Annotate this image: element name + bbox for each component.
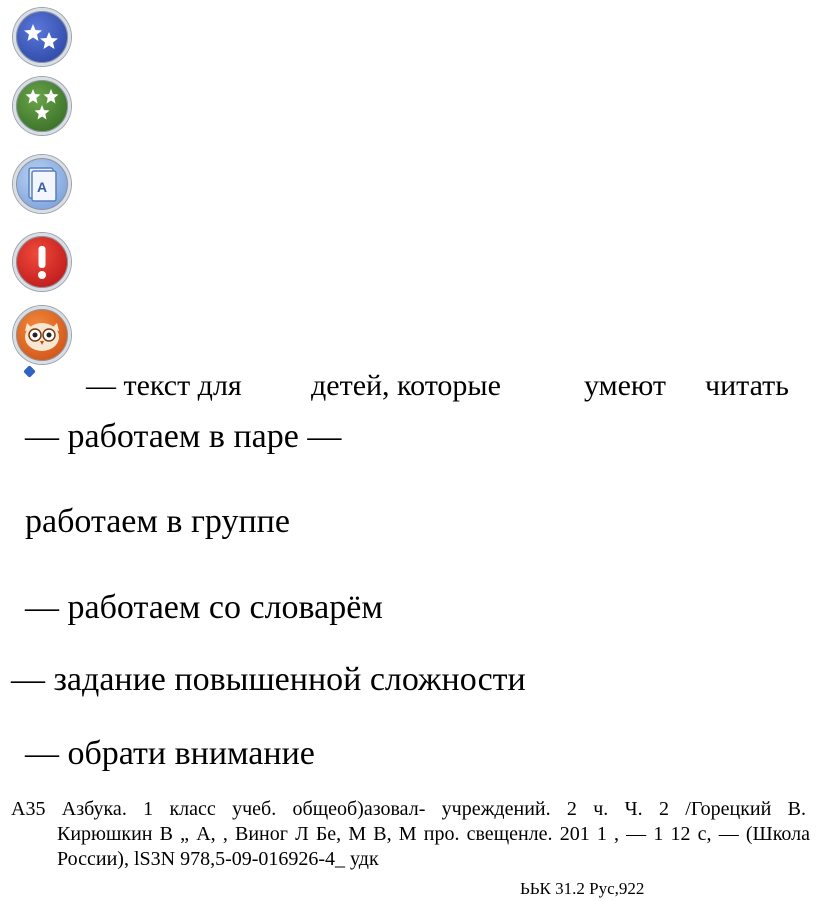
svg-text:A: A — [37, 179, 48, 195]
bullet-marker — [23, 365, 36, 378]
bbk-code: ЬЬК 31.2 Рус,922 — [520, 879, 645, 898]
legend-word-3: умеют — [584, 369, 667, 402]
owl-icon — [13, 306, 71, 364]
catalog-line-3: России), lS3N 978,5-09-016926-4_ удк — [57, 848, 379, 870]
catalog-line-1: А35 Азбука. 1 класс учеб. общеоб)азовал- учреждений. 2 ч. Ч. 2 /Горецкий В. — [11, 798, 806, 820]
catalog-line-2: Кирюшкин В „ А, , Виног Л Бе, М В, М про. свещенле. 201 1 , — 1 12 с, — (Школа — [57, 823, 810, 845]
two-stars-icon — [13, 8, 71, 66]
legend-attention: — обрати внимание — [25, 735, 315, 772]
legend-word-4: читать — [705, 369, 789, 402]
legend-dictionary: — работаем со словарём — [25, 589, 383, 626]
exclamation-icon — [13, 233, 71, 291]
legend-pair: — работаем в паре — — [25, 418, 342, 455]
three-stars-icon — [13, 77, 71, 135]
legend-word-2: детей, которые — [311, 369, 501, 402]
legend-hard-task: — задание повышенной сложности — [11, 661, 526, 698]
legend-group: работаем в группе — [25, 503, 290, 540]
legend-word-1: — текст для — [86, 369, 242, 402]
dictionary-icon — [13, 155, 71, 213]
